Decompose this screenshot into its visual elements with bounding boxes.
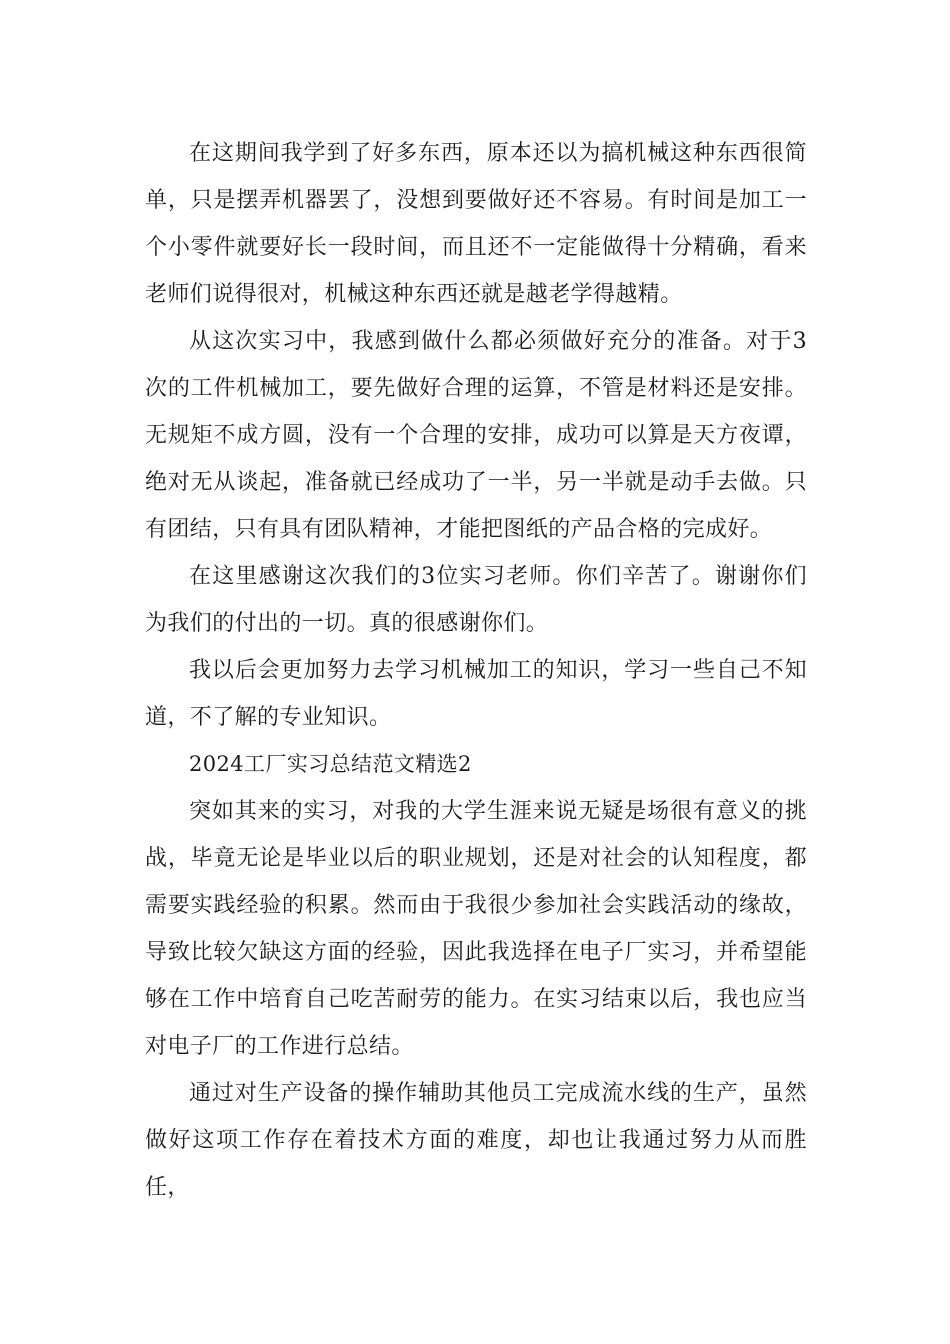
paragraph-production-line: 通过对生产设备的操作辅助其他员工完成流水线的生产，虽然做好这项工作存在着技术方面的难度，却也让我通过努力从而胜任， (145, 1081, 807, 1200)
paragraph-electronics-factory: 突如其来的实习，对我的大学生涯来说无疑是场很有意义的挑战，毕竟无论是毕业以后的职业规划，还是对社会的认知程度，都需要实践经验的积累。然而由于我很少参加社会实践活动的缘故，导致比较欠缺这方面的经验，因此我选择在电子厂实习，并希望能够在工作中培育自己吃苦耐劳的能力。在实习结束以后，我也应当对电子厂的工作进行总结。 (145, 799, 807, 1059)
paragraph-preparation: 从这次实习中，我感到做什么都必须做好充分的准备。对于3次的工件机械加工，要先做好合理的运算，不管是材料还是安排。无规矩不成方圆，没有一个合理的安排，成功可以算是天方夜谭，绝对无从谈起，准备就已经成功了一半，另一半就是动手去做。只有团结，只有具有团队精神，才能把图纸的产品合格的完成好。 (145, 329, 807, 542)
section-heading: 2024工厂实习总结范文精选2 (189, 752, 472, 776)
paragraph-internship-learning: 在这期间我学到了好多东西，原本还以为搞机械这种东西很简单，只是摆弄机器罢了，没想到要做好还不容易。有时间是加工一个小零件就要好长一段时间，而且还不一定能做得十分精确，看来老师们说得很对，机械这种东西还就是越老学得越精。 (145, 141, 807, 307)
paragraph-future-study: 我以后会更加努力去学习机械加工的知识，学习一些自己不知道，不了解的专业知识。 (145, 658, 807, 730)
document-body (145, 130, 807, 1211)
paragraph-thanks-teachers: 在这里感谢这次我们的3位实习老师。你们辛苦了。谢谢你们为我们的付出的一切。真的很感谢你们。 (145, 564, 807, 636)
